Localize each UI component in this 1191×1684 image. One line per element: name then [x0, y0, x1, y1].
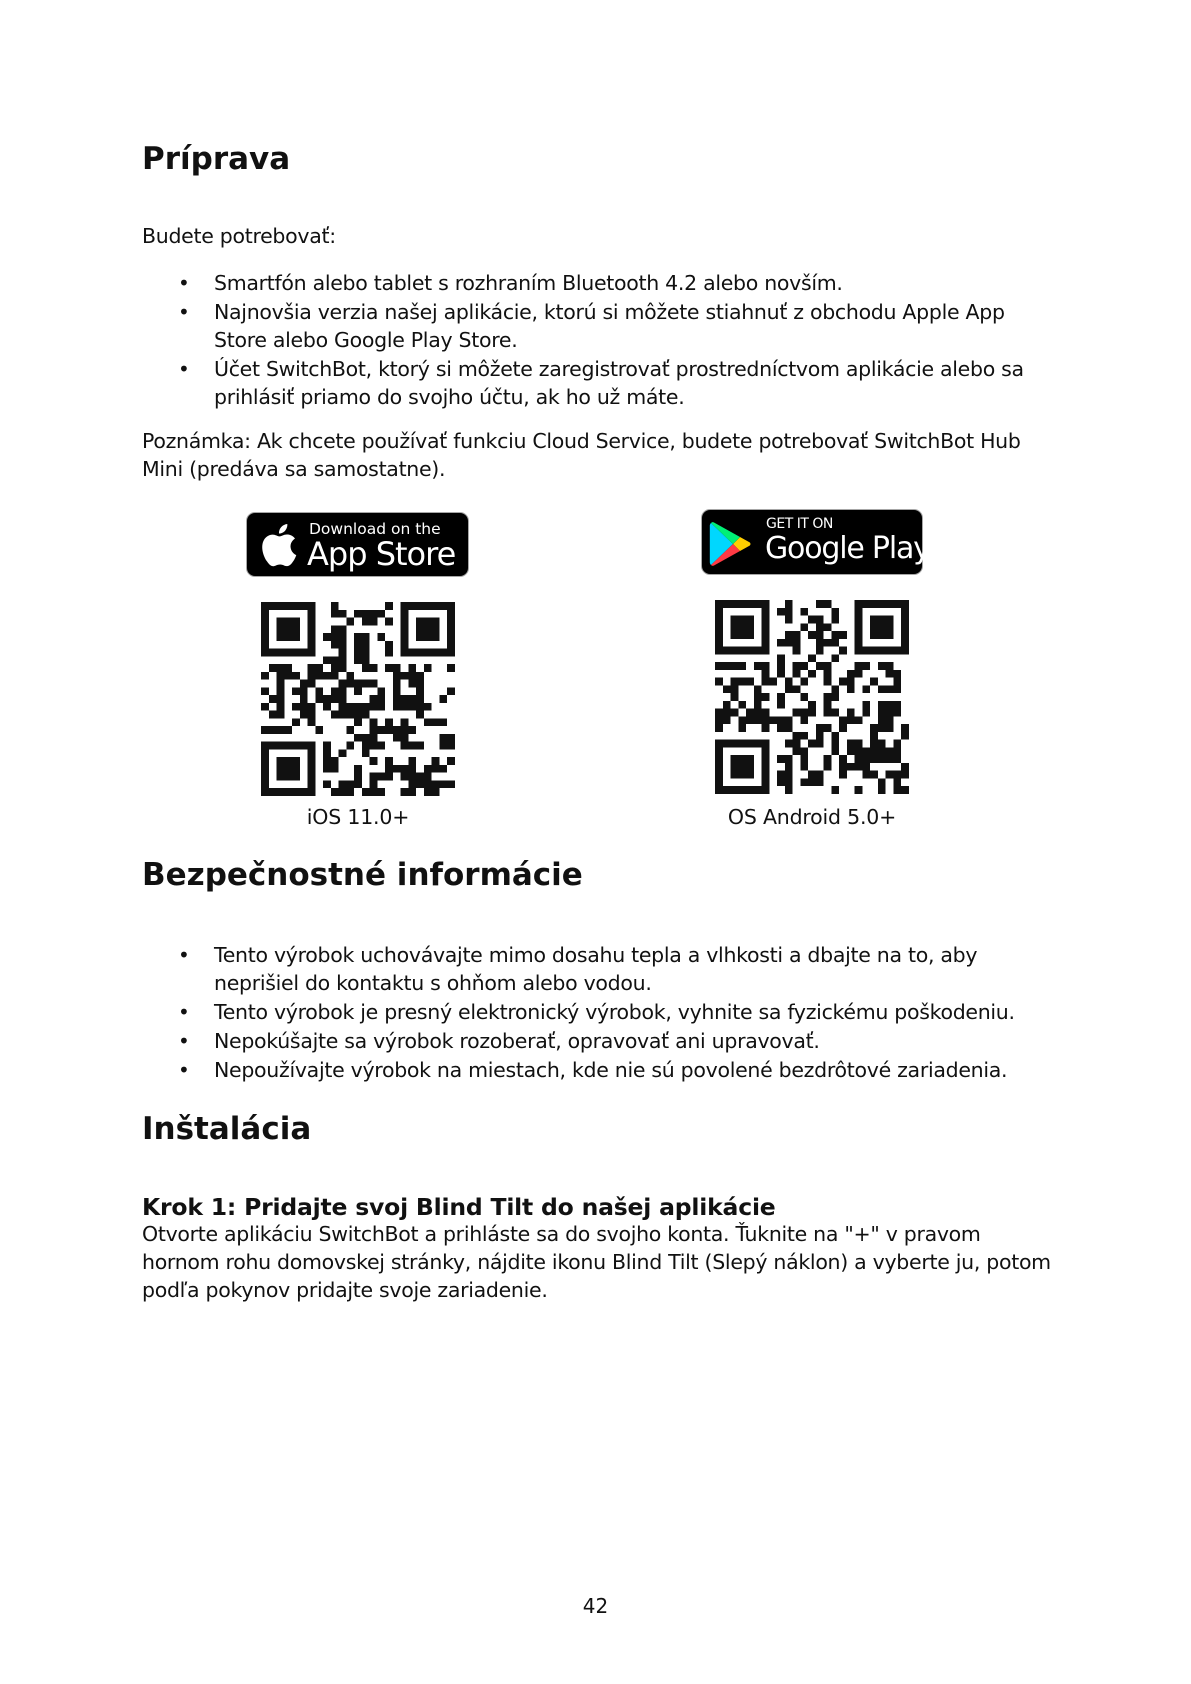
google-play-logo-icon [709, 521, 753, 567]
list-item: • Najnovšia verzia našej aplikácie, ktorú si môžete stiahnuť z obchodu Apple App Store alebo Google Play Store. [142, 298, 1062, 354]
list-item: • Nepoužívajte výrobok na miestach, kde nie sú povolené bezdrôtové zariadenia. [142, 1056, 1062, 1084]
app-store-badge[interactable] [246, 512, 469, 577]
step-1-text: Otvorte aplikáciu SwitchBot a prihláste sa do svojho konta. Ťuknite na "+" v pravom hornom rohu domovskej stránky, nájdite ikonu Blind Tilt (Slepý náklon) a vyberte ju, potom podľa pokynov pridajte svoje zariadenie. [142, 1222, 1051, 1302]
google-play-big-text: Google Play [765, 531, 930, 566]
list-item: • Účet SwitchBot, ktorý si môžete zaregistrovať prostredníctvom aplikácie alebo sa prihlásiť priamo do svojho účtu, ak ho už máte. [142, 355, 1062, 411]
safety-list [142, 941, 1062, 1085]
installation-heading: Inštalácia [142, 1111, 312, 1147]
google-play-badge[interactable] [701, 509, 930, 575]
list-item: • Tento výrobok je presný elektronický výrobok, vyhnite sa fyzickému poškodeniu. [142, 998, 1062, 1026]
step-1-heading: Krok 1: Pridajte svoj Blind Tilt do našej aplikácie [142, 1193, 776, 1221]
apple-logo-icon [259, 523, 297, 567]
app-store-big-text: App Store [307, 535, 456, 573]
safety-heading: Bezpečnostné informácie [142, 857, 583, 893]
list-item: • Tento výrobok uchovávajte mimo dosahu tepla a vlhkosti a dbajte na to, aby neprišiel do kontaktu s ohňom alebo vodou. [142, 941, 1062, 997]
app-store-small-text: Download on the [309, 520, 441, 538]
ios-app-qr-code [260, 602, 456, 796]
google-play-small-text: GET IT ON [766, 516, 833, 532]
page-number: 42 [582, 1594, 609, 1618]
list-item: • Nepokúšajte sa výrobok rozoberať, opravovať ani upravovať. [142, 1027, 1062, 1055]
preparation-list [142, 269, 1062, 412]
preparation-heading: Príprava [142, 141, 291, 177]
ios-version-caption: iOS 11.0+ [306, 805, 410, 829]
list-item: • Smartfón alebo tablet s rozhraním Bluetooth 4.2 alebo novším. [142, 269, 1062, 297]
android-app-qr-code [714, 600, 910, 794]
cloud-service-note: Poznámka: Ak chcete používať funkciu Cloud Service, budete potrebovať SwitchBot Hub Mini (predáva sa samostatne). [142, 429, 1021, 481]
android-version-caption: OS Android 5.0+ [727, 805, 897, 829]
preparation-intro: Budete potrebovať: [142, 224, 336, 248]
